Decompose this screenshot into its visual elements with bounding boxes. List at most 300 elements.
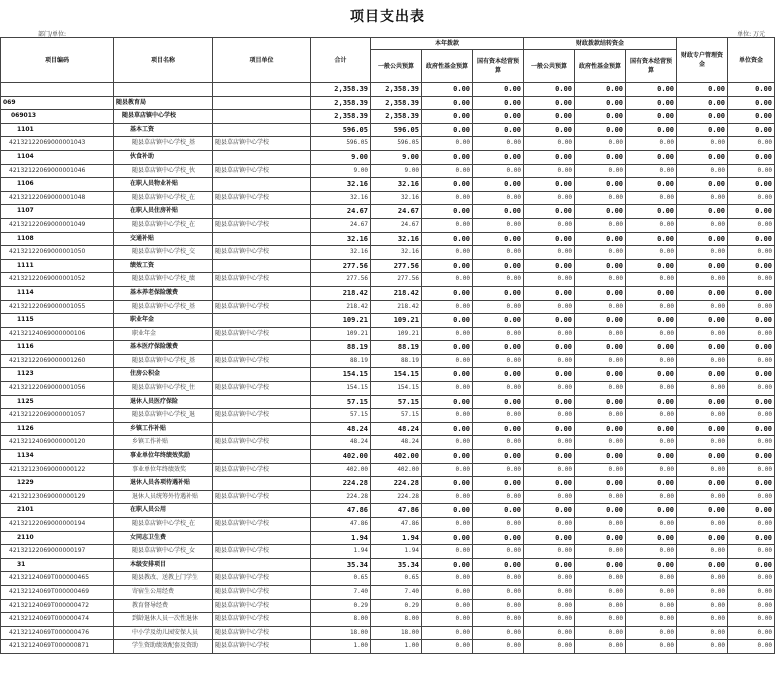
cell-code: 069 [1, 96, 114, 110]
cell-value: 0.00 [626, 422, 677, 436]
cell-value: 0.00 [626, 164, 677, 178]
cell-name: 随县草店镇中心学校_基 [114, 137, 213, 151]
header-current-year: 本年拨款 [371, 38, 524, 50]
cell-value: 0.00 [524, 409, 575, 423]
cell-value: 0.00 [473, 137, 524, 151]
cell-value: 0.00 [422, 341, 473, 355]
cell-value: 0.00 [677, 205, 728, 219]
cell-value: 0.00 [575, 395, 626, 409]
cell-name: 在职人员住房补贴 [114, 205, 213, 219]
cell-name: 寄宿生公用经费 [114, 585, 213, 599]
cell-value: 0.00 [524, 395, 575, 409]
cell-value: 0.29 [371, 599, 422, 613]
cell-value: 0.00 [473, 83, 524, 97]
cell-code: 42132122069000001056 [1, 382, 114, 396]
cell-value: 0.00 [473, 341, 524, 355]
cell-value: 0.00 [422, 96, 473, 110]
cell-value: 0.00 [422, 504, 473, 518]
cell-value: 0.00 [524, 123, 575, 137]
table-row [1, 640, 775, 654]
cell-code: 42132123069000000129 [1, 490, 114, 504]
cell-name: 住房公积金 [114, 368, 213, 382]
cell-value: 0.00 [473, 96, 524, 110]
cell-value: 8.00 [311, 613, 371, 627]
cell-value: 0.00 [626, 341, 677, 355]
table-row [1, 422, 775, 436]
cell-value: 2,358.39 [371, 96, 422, 110]
table-row [1, 572, 775, 586]
header-t-gov-fund: 政府性基金预算 [575, 50, 626, 83]
cell-value: 47.86 [311, 504, 371, 518]
cell-value: 0.00 [728, 436, 775, 450]
cell-unit: 随县草店镇中心学校 [213, 409, 311, 423]
cell-value: 0.00 [473, 205, 524, 219]
cell-value: 0.00 [422, 545, 473, 559]
cell-value: 0.00 [677, 422, 728, 436]
cell-code: 42132122069000001260 [1, 354, 114, 368]
cell-name: 随县草店镇中心学校_在 [114, 518, 213, 532]
cell-value: 0.00 [626, 83, 677, 97]
cell-value: 0.00 [575, 531, 626, 545]
cell-value: 0.00 [422, 273, 473, 287]
cell-value: 0.00 [626, 150, 677, 164]
cell-value: 0.00 [575, 640, 626, 654]
cell-unit: 随县草店镇中心学校 [213, 327, 311, 341]
cell-value: 0.00 [473, 354, 524, 368]
table-row [1, 273, 775, 287]
cell-value: 0.00 [677, 110, 728, 124]
cell-value: 0.00 [677, 341, 728, 355]
cell-value: 0.00 [524, 341, 575, 355]
cell-code: 1125 [1, 395, 114, 409]
cell-value: 0.00 [728, 531, 775, 545]
cell-value: 0.00 [575, 341, 626, 355]
cell-value: 0.00 [524, 599, 575, 613]
cell-value: 0.00 [677, 368, 728, 382]
cell-unit: 随县草店镇中心学校 [213, 164, 311, 178]
cell-value: 0.00 [677, 395, 728, 409]
table-row [1, 395, 775, 409]
cell-unit [213, 205, 311, 219]
cell-value: 57.15 [311, 395, 371, 409]
cell-value: 0.00 [728, 178, 775, 192]
cell-value: 0.00 [422, 205, 473, 219]
cell-name: 随县草店镇中心学校_女 [114, 545, 213, 559]
cell-code: 42132124069000000120 [1, 436, 114, 450]
cell-value: 0.00 [422, 178, 473, 192]
cell-value: 0.00 [422, 191, 473, 205]
cell-value: 0.00 [626, 585, 677, 599]
cell-unit [213, 314, 311, 328]
cell-code: 42132123069000000122 [1, 463, 114, 477]
cell-value: 0.00 [422, 558, 473, 572]
cell-value: 0.00 [626, 96, 677, 110]
unit-label: 单位: 万元 [737, 31, 765, 38]
cell-value: 0.00 [626, 436, 677, 450]
cell-name: 随县草店镇中心学校_基 [114, 354, 213, 368]
cell-value: 32.16 [311, 232, 371, 246]
cell-value: 0.00 [524, 178, 575, 192]
cell-value: 0.00 [473, 150, 524, 164]
cell-value: 0.00 [473, 368, 524, 382]
cell-value: 0.00 [677, 613, 728, 627]
cell-unit [213, 232, 311, 246]
cell-value: 0.00 [728, 83, 775, 97]
header-t-state-capital: 国有资本经营预算 [626, 50, 677, 83]
cell-value: 0.00 [677, 218, 728, 232]
cell-value: 0.00 [626, 504, 677, 518]
cell-value: 0.00 [422, 422, 473, 436]
cell-code: 1108 [1, 232, 114, 246]
cell-value: 0.00 [524, 545, 575, 559]
cell-value: 0.00 [473, 477, 524, 491]
cell-value: 48.24 [371, 422, 422, 436]
cell-value: 0.00 [677, 572, 728, 586]
cell-value: 224.28 [371, 477, 422, 491]
cell-code: 42132124069000000106 [1, 327, 114, 341]
cell-value: 0.00 [728, 585, 775, 599]
cell-value: 0.00 [422, 368, 473, 382]
cell-value: 0.00 [728, 395, 775, 409]
cell-value: 0.00 [626, 626, 677, 640]
cell-name: 随县教育局 [114, 96, 213, 110]
table-row [1, 123, 775, 137]
cell-value: 0.00 [422, 300, 473, 314]
cell-unit: 随县草店镇中心学校 [213, 585, 311, 599]
cell-code: 42132124069T000000476 [1, 626, 114, 640]
cell-name: 学生资助绩效配套及资助 [114, 640, 213, 654]
cell-value: 0.00 [422, 518, 473, 532]
cell-value: 0.00 [524, 518, 575, 532]
cell-value: 0.00 [524, 490, 575, 504]
cell-value: 0.00 [626, 218, 677, 232]
cell-value: 0.00 [524, 110, 575, 124]
cell-unit [213, 450, 311, 464]
cell-value: 0.00 [728, 450, 775, 464]
cell-unit: 随县草店镇中心学校 [213, 613, 311, 627]
cell-value: 0.00 [422, 137, 473, 151]
cell-value: 0.00 [575, 96, 626, 110]
cell-value: 0.00 [422, 164, 473, 178]
cell-value: 0.00 [626, 123, 677, 137]
cell-value: 0.00 [575, 545, 626, 559]
cell-name: 在职人员公用 [114, 504, 213, 518]
cell-value: 0.00 [728, 368, 775, 382]
cell-unit [213, 477, 311, 491]
cell-value: 218.42 [371, 286, 422, 300]
cell-name: 教育督导经费 [114, 599, 213, 613]
cell-unit [213, 286, 311, 300]
cell-value: 402.00 [371, 450, 422, 464]
cell-name: 职业年金 [114, 314, 213, 328]
cell-value: 0.00 [473, 545, 524, 559]
cell-value: 0.00 [677, 164, 728, 178]
header-state-capital: 国有资本经营预算 [473, 50, 524, 83]
cell-value: 9.00 [311, 150, 371, 164]
table-row [1, 463, 775, 477]
cell-value: 0.00 [626, 572, 677, 586]
cell-name: 在职人员物业补贴 [114, 178, 213, 192]
cell-code: 42132122069000001057 [1, 409, 114, 423]
table-row [1, 137, 775, 151]
cell-value: 0.00 [473, 327, 524, 341]
cell-value: 0.00 [728, 259, 775, 273]
cell-value: 0.00 [728, 96, 775, 110]
cell-value: 88.19 [311, 341, 371, 355]
cell-value: 0.00 [626, 273, 677, 287]
cell-value: 0.00 [524, 300, 575, 314]
cell-value: 48.24 [371, 436, 422, 450]
header-gov-fund: 政府性基金预算 [422, 50, 473, 83]
cell-value: 0.00 [677, 150, 728, 164]
cell-unit [213, 422, 311, 436]
cell-value: 2,358.39 [371, 110, 422, 124]
cell-value: 57.15 [371, 395, 422, 409]
cell-value: 0.00 [677, 286, 728, 300]
cell-code: 069013 [1, 110, 114, 124]
cell-value: 0.00 [524, 232, 575, 246]
cell-value: 277.56 [311, 273, 371, 287]
cell-value: 0.00 [422, 259, 473, 273]
cell-value: 0.00 [575, 205, 626, 219]
cell-value: 0.00 [728, 137, 775, 151]
cell-value: 0.00 [626, 640, 677, 654]
cell-unit: 随县草店镇中心学校 [213, 273, 311, 287]
cell-unit: 随县草店镇中心学校 [213, 246, 311, 260]
table-row [1, 314, 775, 328]
cell-value: 0.00 [626, 286, 677, 300]
cell-value: 0.00 [524, 450, 575, 464]
cell-unit: 随县草店镇中心学校 [213, 572, 311, 586]
header-total: 合计 [311, 38, 371, 83]
cell-value: 0.00 [728, 314, 775, 328]
cell-value: 0.00 [728, 123, 775, 137]
cell-value: 0.00 [728, 191, 775, 205]
cell-value: 0.00 [575, 382, 626, 396]
cell-code: 42132122069000001043 [1, 137, 114, 151]
cell-value: 7.40 [311, 585, 371, 599]
cell-value: 0.00 [524, 218, 575, 232]
cell-value: 0.00 [524, 640, 575, 654]
cell-value: 48.24 [311, 436, 371, 450]
cell-unit: 随县草店镇中心学校 [213, 300, 311, 314]
cell-code: 1229 [1, 477, 114, 491]
cell-unit [213, 531, 311, 545]
cell-value: 0.00 [677, 599, 728, 613]
cell-code: 1104 [1, 150, 114, 164]
cell-value: 0.00 [524, 354, 575, 368]
table-row [1, 191, 775, 205]
cell-value: 24.67 [311, 205, 371, 219]
cell-value: 0.00 [422, 599, 473, 613]
cell-value: 0.00 [422, 572, 473, 586]
cell-unit [213, 558, 311, 572]
cell-value: 0.00 [626, 327, 677, 341]
table-row [1, 96, 775, 110]
cell-value: 88.19 [371, 354, 422, 368]
cell-name: 随县草店镇中心学校_基 [114, 300, 213, 314]
cell-value: 0.00 [677, 96, 728, 110]
cell-value: 0.00 [473, 450, 524, 464]
cell-value: 0.00 [473, 599, 524, 613]
cell-value: 0.00 [728, 286, 775, 300]
cell-value: 0.00 [473, 191, 524, 205]
cell-value: 0.00 [677, 450, 728, 464]
cell-value: 0.00 [473, 300, 524, 314]
cell-value: 2,358.39 [311, 110, 371, 124]
cell-value: 0.00 [728, 463, 775, 477]
table-row [1, 205, 775, 219]
cell-value: 0.00 [677, 314, 728, 328]
cell-value: 0.00 [524, 436, 575, 450]
cell-value: 0.00 [728, 354, 775, 368]
cell-code: 42132124069T000000472 [1, 599, 114, 613]
cell-value: 24.67 [371, 218, 422, 232]
cell-value: 88.19 [311, 354, 371, 368]
cell-value: 0.00 [626, 259, 677, 273]
cell-value: 32.16 [371, 246, 422, 260]
cell-value: 9.00 [371, 150, 422, 164]
cell-value: 0.00 [524, 382, 575, 396]
cell-unit [213, 368, 311, 382]
cell-value: 0.00 [473, 572, 524, 586]
cell-value: 9.00 [371, 164, 422, 178]
header-own-funds: 单位资金 [728, 38, 775, 83]
table-row [1, 300, 775, 314]
cell-value: 402.00 [311, 463, 371, 477]
cell-value: 0.00 [524, 626, 575, 640]
cell-value: 0.00 [626, 409, 677, 423]
cell-name: 事业单位年终绩效奖 [114, 463, 213, 477]
cell-value: 0.00 [626, 395, 677, 409]
cell-value: 0.00 [422, 490, 473, 504]
cell-value: 0.00 [422, 409, 473, 423]
cell-value: 0.00 [524, 504, 575, 518]
cell-value: 47.86 [371, 504, 422, 518]
cell-value: 109.21 [311, 314, 371, 328]
cell-code: 42132122069000001046 [1, 164, 114, 178]
cell-value: 0.00 [473, 558, 524, 572]
cell-value: 0.00 [626, 463, 677, 477]
cell-code: 42132124069T000000469 [1, 585, 114, 599]
cell-value: 0.00 [626, 531, 677, 545]
cell-value: 0.00 [524, 558, 575, 572]
cell-value: 0.00 [677, 558, 728, 572]
cell-value: 0.00 [728, 341, 775, 355]
cell-name: 随县草店镇中心学校_伙 [114, 164, 213, 178]
cell-value: 24.67 [371, 205, 422, 219]
cell-value: 0.00 [677, 123, 728, 137]
cell-value: 0.00 [575, 558, 626, 572]
cell-value: 0.00 [728, 599, 775, 613]
cell-value: 0.00 [677, 518, 728, 532]
cell-value: 0.00 [728, 409, 775, 423]
cell-value: 0.00 [575, 436, 626, 450]
cell-value: 32.16 [371, 178, 422, 192]
cell-value: 0.00 [728, 150, 775, 164]
cell-value: 18.00 [311, 626, 371, 640]
cell-value: 0.00 [473, 273, 524, 287]
cell-value: 0.00 [575, 354, 626, 368]
table-row [1, 450, 775, 464]
cell-value: 0.00 [677, 490, 728, 504]
cell-value: 0.00 [473, 110, 524, 124]
table-body [1, 83, 775, 654]
cell-code [1, 83, 114, 97]
cell-value: 0.00 [473, 504, 524, 518]
cell-value: 0.00 [677, 259, 728, 273]
cell-unit: 随县草店镇中心学校 [213, 137, 311, 151]
table-row [1, 218, 775, 232]
cell-value: 402.00 [311, 450, 371, 464]
cell-value: 32.16 [371, 232, 422, 246]
cell-name: 乡镇工作补贴 [114, 436, 213, 450]
cell-value: 596.05 [311, 123, 371, 137]
cell-value: 0.00 [626, 558, 677, 572]
cell-value: 0.00 [626, 191, 677, 205]
cell-name: 基本医疗保险缴费 [114, 341, 213, 355]
cell-value: 596.05 [311, 137, 371, 151]
cell-name: 事业单位年终绩效奖励 [114, 450, 213, 464]
cell-value: 0.00 [728, 477, 775, 491]
cell-value: 0.00 [626, 232, 677, 246]
table-row [1, 83, 775, 97]
cell-name: 随县教改、送教上门学生 [114, 572, 213, 586]
cell-code: 42132124069T000000474 [1, 613, 114, 627]
cell-unit [213, 110, 311, 124]
cell-value: 1.94 [371, 545, 422, 559]
cell-value: 0.00 [473, 613, 524, 627]
cell-value: 0.00 [524, 137, 575, 151]
cell-value: 1.94 [311, 545, 371, 559]
cell-unit [213, 341, 311, 355]
table-row [1, 286, 775, 300]
cell-value: 18.00 [371, 626, 422, 640]
cell-code: 42132122069000001049 [1, 218, 114, 232]
cell-code: 1101 [1, 123, 114, 137]
header-unit: 项目单位 [213, 38, 311, 83]
table-row [1, 599, 775, 613]
cell-value: 0.00 [575, 463, 626, 477]
cell-value: 57.15 [311, 409, 371, 423]
cell-value: 0.00 [626, 382, 677, 396]
cell-value: 0.65 [311, 572, 371, 586]
table-row [1, 504, 775, 518]
cell-value: 0.00 [677, 232, 728, 246]
cell-value: 47.86 [311, 518, 371, 532]
cell-unit: 随县草店镇中心学校 [213, 218, 311, 232]
cell-value: 0.00 [524, 572, 575, 586]
cell-value: 0.00 [524, 314, 575, 328]
cell-value: 0.00 [473, 436, 524, 450]
cell-value: 0.65 [371, 572, 422, 586]
cell-value: 0.00 [422, 150, 473, 164]
cell-value: 0.00 [524, 150, 575, 164]
cell-unit [213, 259, 311, 273]
cell-code: 31 [1, 558, 114, 572]
cell-value: 1.00 [311, 640, 371, 654]
cell-value: 0.00 [422, 110, 473, 124]
cell-value: 0.00 [422, 477, 473, 491]
cell-value: 0.00 [575, 137, 626, 151]
cell-code: 1114 [1, 286, 114, 300]
cell-value: 0.00 [473, 585, 524, 599]
cell-value: 0.00 [473, 286, 524, 300]
cell-code: 1134 [1, 450, 114, 464]
cell-value: 0.00 [575, 164, 626, 178]
header-transfer: 财政拨款结转资金 [524, 38, 677, 50]
cell-name: 随县草店镇中心学校 [114, 110, 213, 124]
